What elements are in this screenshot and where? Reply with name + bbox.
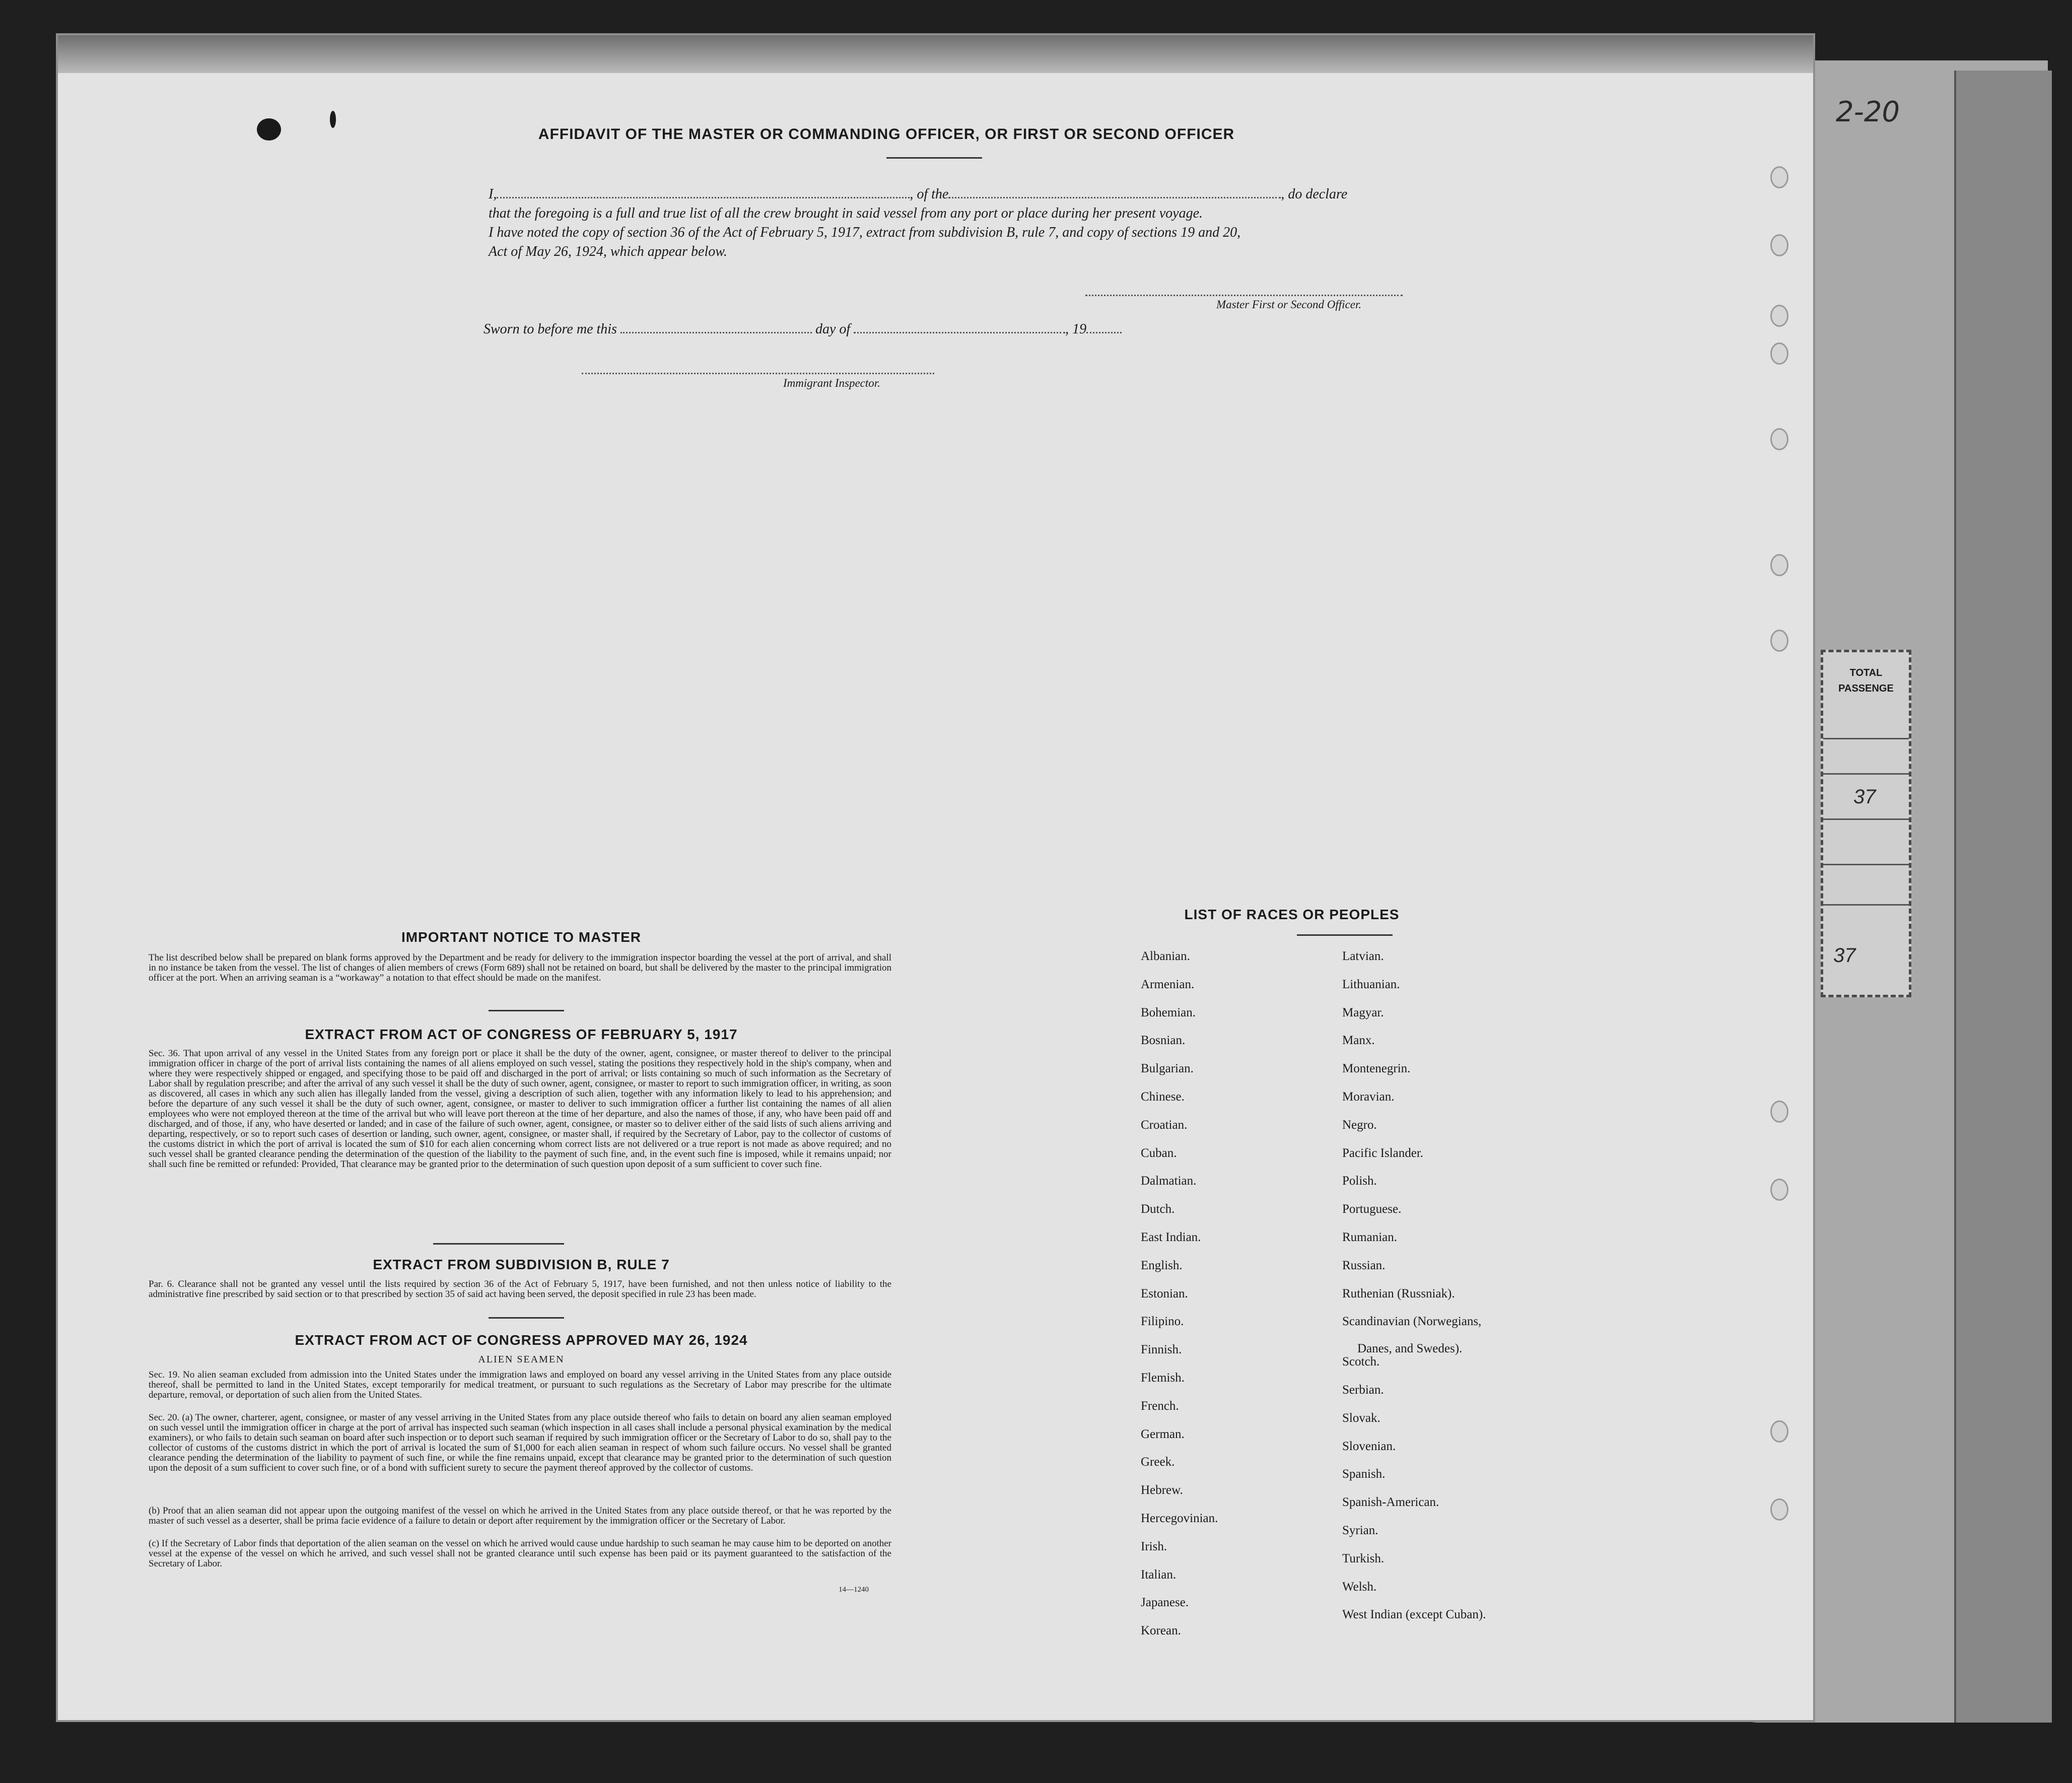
punch-hole	[1770, 630, 1788, 652]
stamp-heading-1: TOTAL	[1849, 667, 1883, 678]
sec-20a-body: Sec. 20. (a) The owner, charterer, agent, consignee, or master of any vessel arriving in the United States from any place outside thereof who fails to detain on board any alien seaman employed on such vessel until the immigration officer in charge at the port of arrival has inspected such seaman (which inspection in all cases shall include a personal physical examination by the medical examiners), or who fails to detain such seaman on board after such inspection or to deport such seaman if required by such immigration officer or the Secretary of Labor to do so, shall pay to the collector of customs of the customs district in which the port of arrival is located the sum of $1,000 for each alien seaman in respect of whom such failure occurs. No vessel shall be granted clearance pending the determination of the liability to payment of such fine, or while the fine remains unpaid, except that clearance may be granted prior to the determination of such question upon the deposit of a sum sufficient to cover such fine, or of a bond with sufficient surety to secure the payment thereof approved by the collector of customs.	[149, 1412, 891, 1473]
sworn-month-blank	[854, 322, 1065, 333]
race-item: Slovenian.	[1342, 1439, 1396, 1453]
sworn-year-prefix: , 19	[1065, 321, 1087, 337]
affidavit-line-2: that the foregoing is a full and true list of all the crew brought in said vessel from any port or place during her present voyage.	[489, 205, 1203, 221]
race-item: Spanish-American.	[1342, 1495, 1439, 1509]
title-rule	[886, 157, 982, 159]
handwritten-corner-note: 2-20	[1836, 96, 1900, 128]
race-item: Slovak.	[1342, 1411, 1380, 1425]
race-item: Italian.	[1141, 1568, 1177, 1582]
punch-hole	[1770, 428, 1788, 450]
master-signature-label: Master First or Second Officer.	[1216, 298, 1362, 311]
race-item: Korean.	[1141, 1624, 1181, 1637]
total-passengers-stamp	[1821, 650, 1911, 997]
sworn-year-blank	[1086, 322, 1122, 333]
punch-hole	[1770, 1420, 1788, 1443]
form-number: 14—1240	[839, 1586, 869, 1594]
race-item: Albanian.	[1141, 949, 1190, 963]
section-rule	[489, 1010, 564, 1011]
declarant-name-blank	[497, 187, 910, 198]
rule7-body: Par. 6. Clearance shall not be granted any vessel until the lists required by section 36 of the Act of February 5, 1917, have been furnished, and not then unless notice of liability to the administrative fine prescribed by said section or to that prescribed by section 35 of said act having been served, the deposit specified in rule 23 has been made.	[149, 1279, 891, 1299]
declarant-prefix: I,	[489, 186, 497, 202]
race-item: Croatian.	[1141, 1118, 1188, 1132]
race-item: Manx.	[1342, 1034, 1375, 1047]
race-item: Filipino.	[1141, 1315, 1184, 1328]
race-item: Flemish.	[1141, 1371, 1185, 1385]
race-item: Serbian.	[1342, 1383, 1384, 1397]
race-item: Ruthenian (Russniak).	[1342, 1287, 1455, 1300]
punch-hole	[1770, 554, 1788, 576]
race-item: Bosnian.	[1141, 1034, 1186, 1047]
race-item: Welsh.	[1342, 1580, 1377, 1594]
race-item: Dalmatian.	[1141, 1174, 1197, 1188]
race-item: Pacific Islander.	[1342, 1146, 1424, 1160]
punch-hole	[1770, 1179, 1788, 1201]
race-item: Moravian.	[1342, 1090, 1395, 1104]
race-item: Negro.	[1342, 1118, 1377, 1132]
race-item: Estonian.	[1141, 1287, 1188, 1300]
races-left-column	[1141, 949, 1332, 1680]
race-item: Cuban.	[1141, 1146, 1177, 1160]
declare-suffix: , do declare	[1281, 186, 1348, 202]
race-item: Irish.	[1141, 1540, 1167, 1553]
page-top-shadow	[58, 35, 1813, 73]
race-item: Finnish.	[1141, 1343, 1182, 1356]
sec-20b-body: (b) Proof that an alien seaman did not appear upon the outgoing manifest of the vessel on which he arrived in the United States from any place outside thereof, or that he was reported by the master of such vessel as a deserter, shall be prima facie evidence of a failure to detain or deport after requirement by the immigration officer or the Secretary of Labor.	[149, 1505, 891, 1526]
sec-20c-body: (c) If the Secretary of Labor finds that deportation of the alien seaman on the vessel on which he arrived would cause undue hardship to such seaman he may cause him to be deported on another vessel at the expense of the vessel on which he arrived, and such vessel shall not be granted clearance until such expense has been paid or its payment guaranteed to the satisfaction of the Secretary of Labor.	[149, 1538, 891, 1569]
punch-hole	[1770, 1101, 1788, 1123]
notice-body: The list described below shall be prepared on blank forms approved by the Department and be ready for delivery to the immigration inspector boarding the vessel at the port of arrival, and shall in no instance be taken from the vessel. The list of changes of alien members of crews (Form 689) shall not be retained on board, but shall be delivered by the master to the principal immigration officer at the port. When an arriving seaman is a “workaway” a notation to that effect should be made on the manifest.	[149, 952, 891, 983]
race-item: Scotch.	[1342, 1355, 1380, 1368]
inspector-signature-label: Immigrant Inspector.	[783, 377, 880, 389]
rule7-title: EXTRACT FROM SUBDIVISION B, RULE 7	[373, 1257, 670, 1272]
race-item: English.	[1141, 1259, 1183, 1272]
section-rule	[433, 1243, 564, 1245]
race-item: Dutch.	[1141, 1202, 1175, 1216]
affidavit-line-4: Act of May 26, 1924, which appear below.	[489, 244, 727, 259]
race-item: Bohemian.	[1141, 1006, 1196, 1019]
race-item: East Indian.	[1141, 1230, 1201, 1244]
extract-1917-body: Sec. 36. That upon arrival of any vessel in the United States from any foreign port or place it shall be the duty of the owner, agent, consignee, or master thereof to deliver to the principal immigration officer in charge of the port of arrival lists containing the names of all aliens employed on such vessel, stating the positions they respectively hold in the ship's company, when and where they were respectively shipped or engaged, and specifying those to be paid off and discharged in the port of arrival; or lists containing so much of such information as the Secretary of Labor shall by regulation prescribe; and after the arrival of any such vessel it shall be the duty of such owner, agent, consignee, or master to report to such immigration officer, in writing, as soon as discovered, all cases in which any such alien has illegally landed from the vessel, giving a description of such alien, together with any information likely to lead to his apprehension; and before the departure of any such vessel it shall be the duty of such owner, agent, consignee, or master to deliver to such immigration officer a further list containing the names of all alien employees who were not employed thereon at the time of the arrival but who will leave port thereon at the time of her departure, and also the names of those, if any, who have been paid off and discharged, and of those, if any, who have deserted or landed; and in case of the failure of such owner, agent, consignee, or master so to deliver either of the said lists of such aliens arriving and departing, respectively, or so to report such cases of desertion or landing, such owner, agent, consignee, or master shall, if required by the Secretary of Labor, pay to the collector of customs of the customs district in which the port of arrival is located the sum of $10 for each alien concerning whom correct lists are not delivered or a true report is not made as above required; and no such vessel shall be granted clearance pending the determination of the question of the liability to the payment of such fine, and, in the event such fine is imposed, while it remains unpaid; nor shall such fine be remitted or refunded: Provided, That clearance may be granted prior to the determination of such question upon deposit of a sum sufficient to cover such fine.	[149, 1048, 891, 1170]
race-item: German.	[1141, 1427, 1185, 1441]
stamp-count-1: 37	[1853, 786, 1876, 808]
race-item: Latvian.	[1342, 949, 1384, 963]
races-title-rule	[1297, 934, 1393, 936]
race-item: Scandinavian (Norwegians,	[1342, 1315, 1482, 1328]
stamp-heading-2: PASSENGE	[1838, 683, 1894, 694]
stamp-count-2: 37	[1833, 944, 1856, 967]
affidavit-line-3: I have noted the copy of section 36 of the Act of February 5, 1917, extract from subdivision B, rule 7, and copy of sections 19 and 20,	[489, 225, 1241, 240]
stamp-rule	[1823, 773, 1909, 775]
sworn-dayof: day of	[815, 321, 851, 337]
notice-title: IMPORTANT NOTICE TO MASTER	[401, 929, 642, 945]
sworn-line	[484, 321, 1122, 337]
punch-hole	[1770, 1498, 1788, 1521]
race-item: Hercegovinian.	[1141, 1512, 1218, 1525]
race-item: West Indian (except Cuban).	[1342, 1608, 1486, 1621]
race-item: Russian.	[1342, 1259, 1386, 1272]
affidavit-line-1	[489, 186, 1347, 202]
race-item: Portuguese.	[1342, 1202, 1402, 1216]
affidavit-title: AFFIDAVIT OF THE MASTER OR COMMANDING OFFICER, OR FIRST OR SECOND OFFICER	[538, 126, 1235, 143]
race-item: Polish.	[1342, 1174, 1377, 1188]
master-signature-line	[1085, 295, 1403, 296]
punch-hole	[1770, 234, 1788, 256]
race-item: Chinese.	[1141, 1090, 1185, 1104]
races-title: LIST OF RACES OR PEOPLES	[1184, 907, 1400, 922]
vessel-prefix: , of the	[910, 186, 949, 202]
stamp-rule	[1823, 818, 1909, 820]
punch-hole	[1770, 166, 1788, 188]
stamp-rule	[1823, 864, 1909, 865]
race-item: Greek.	[1141, 1455, 1175, 1469]
punch-hole	[1770, 342, 1788, 365]
race-item: Spanish.	[1342, 1467, 1386, 1481]
sworn-prefix: Sworn to before me this	[484, 321, 617, 337]
race-item: Hebrew.	[1141, 1483, 1183, 1497]
race-item: Lithuanian.	[1342, 978, 1400, 991]
sworn-day-blank	[620, 322, 812, 333]
race-item: Bulgarian.	[1141, 1062, 1194, 1075]
section-rule	[489, 1317, 564, 1319]
race-item: Danes, and Swedes).	[1357, 1342, 1463, 1356]
race-item: Magyar.	[1342, 1006, 1384, 1019]
vessel-name-blank	[948, 187, 1281, 198]
ink-blot	[330, 111, 336, 128]
extract-1917-title: EXTRACT FROM ACT OF CONGRESS OF FEBRUARY 5, 1917	[305, 1026, 738, 1042]
alien-seamen-heading: ALIEN SEAMEN	[478, 1354, 565, 1365]
underlying-sheet-edge	[1954, 71, 2052, 1723]
race-item: French.	[1141, 1399, 1179, 1413]
extract-1924-title: EXTRACT FROM ACT OF CONGRESS APPROVED MAY 26, 1924	[295, 1332, 748, 1348]
race-item: Syrian.	[1342, 1524, 1378, 1537]
race-item: Turkish.	[1342, 1552, 1385, 1565]
races-right-column	[1342, 949, 1695, 1680]
inspector-signature-line	[582, 373, 934, 374]
race-item: Rumanian.	[1342, 1230, 1398, 1244]
affidavit-page	[58, 35, 1813, 1720]
sec-19-body: Sec. 19. No alien seaman excluded from admission into the United States under the immigration laws and employed on board any vessel arriving in the United States from any place outside thereof, shall be permitted to land in the United States, except temporarily for medical treatment, or pursuant to such regulations as the Secretary of Labor may prescribe for the ultimate departure, removal, or deportation of such alien from the United States.	[149, 1369, 891, 1400]
race-item: Montenegrin.	[1342, 1062, 1411, 1075]
race-item: Japanese.	[1141, 1596, 1189, 1609]
stamp-rule	[1823, 738, 1909, 739]
stamp-rule	[1823, 904, 1909, 906]
punch-hole	[1770, 305, 1788, 327]
race-item: Armenian.	[1141, 978, 1195, 991]
